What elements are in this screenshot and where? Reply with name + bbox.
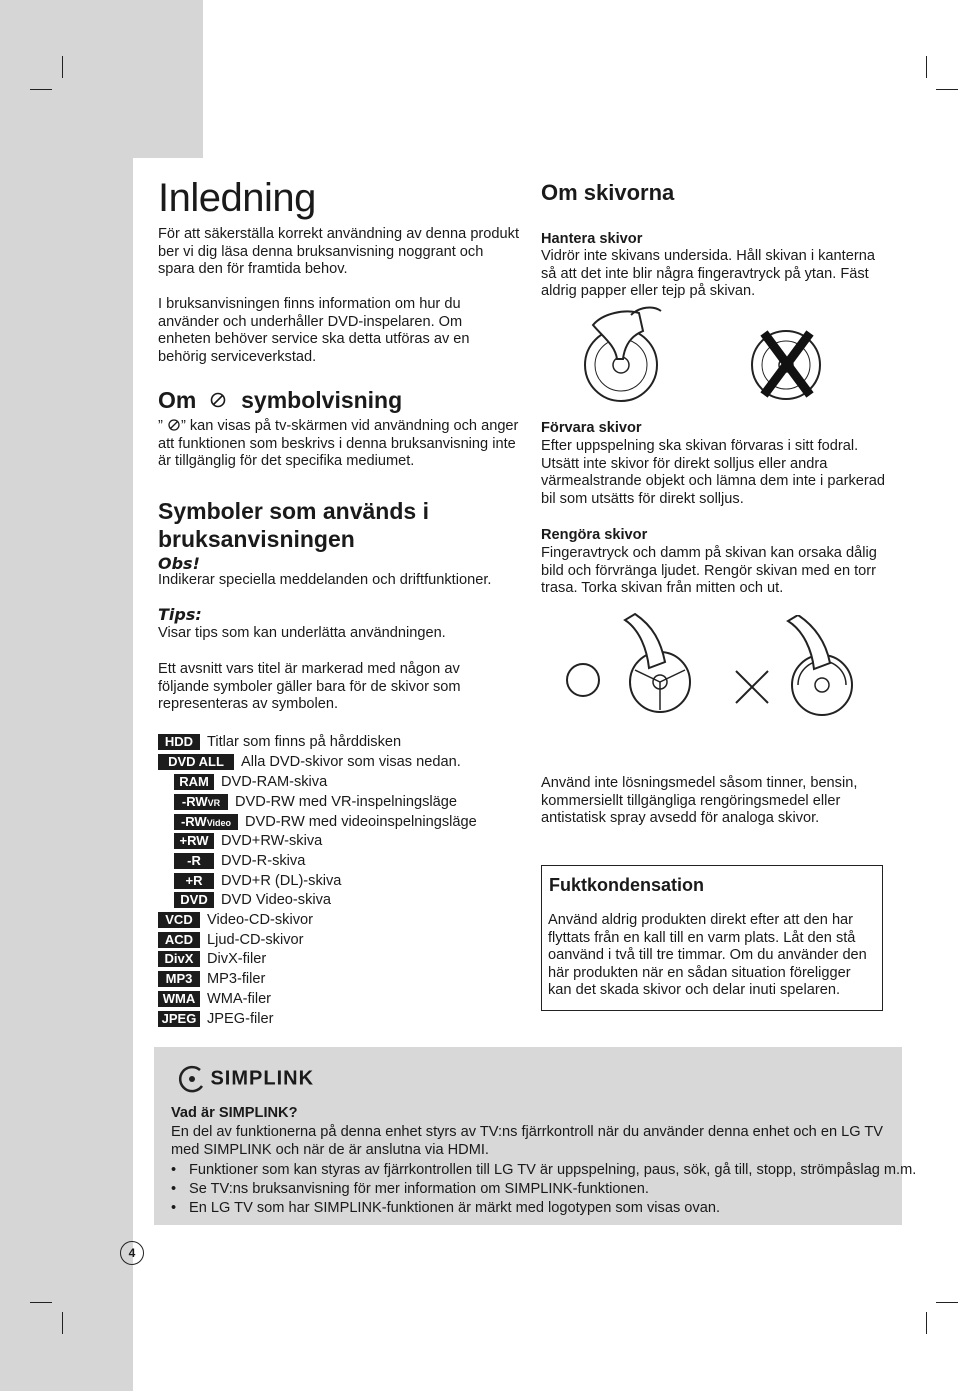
badge-rw-vr: -RWVR: [174, 794, 228, 810]
prohibited-symbol-icon: [209, 391, 227, 409]
page-title: Inledning: [158, 176, 316, 220]
badge-label: DVD-RAM-skiva: [221, 774, 328, 790]
simplink-heading: Vad är SIMPLINK?: [171, 1105, 298, 1121]
simplink-bullet: • En LG TV som har SIMPLINK-funktionen är märkt med logotypen som visas ovan.: [171, 1200, 721, 1216]
crop-mark: [936, 89, 958, 90]
badge-rw-video: -RWVideo: [174, 814, 238, 830]
section-text: Ett avsnitt vars titel är markerad med någon av följande symboler gäller bara för de skivor som representeras av symbolen.: [158, 661, 461, 713]
intro-paragraph-1: För att säkerställa korrekt användning av denna produkt ber vi dig läsa denna bruksanvisning noggrant och spara den för framtida behov.: [158, 226, 519, 278]
handle-text: Vidrör inte skivans undersida. Håll skivan i kanterna så att det inte blir några fingeravtryck på ytan. Fäst aldrig papper eller tejp på skivan.: [541, 248, 875, 300]
badge-divx: DivX: [158, 951, 200, 967]
disc-hold-correct-icon: [573, 303, 673, 403]
clean-heading: Rengöra skivor: [541, 527, 648, 543]
prohibited-symbol-icon: [167, 418, 181, 432]
intro-paragraph-2: I bruksanvisningen finns information om hur du använder och underhåller DVD-inspelaren. Om enheten behöver service ska detta utföras av en behörig serviceverkstad.: [158, 296, 470, 365]
badge-label: DVD-RW med videoinspelningsläge: [245, 814, 477, 830]
symbol-display-text: ” ” kan visas på tv-skärmen vid användning och anger att funktionen som beskrivs i denna bruksanvisning inte är tillgänglig för det specifika mediumet.: [158, 418, 519, 470]
badge-minus-r: -R: [174, 853, 214, 869]
crop-mark: [62, 56, 63, 78]
badge-mp3: MP3: [158, 971, 200, 987]
disc-clean-correct-icon: [565, 610, 705, 720]
badge-label: JPEG-filer: [207, 1011, 274, 1027]
crop-mark: [926, 56, 927, 78]
badge-label: DivX-filer: [207, 951, 267, 967]
solvent-text: Använd inte lösningsmedel såsom tinner, bensin, kommersiellt tillgängliga rengöringsmedel eller antistatisk spray avsedd för analoga skivor.: [541, 775, 858, 827]
badge-ram: RAM: [174, 774, 214, 790]
badge-label: Video-CD-skivor: [207, 912, 313, 928]
badge-label: Alla DVD-skivor som visas nedan.: [241, 754, 461, 770]
badge-label: WMA-filer: [207, 991, 272, 1007]
badge-jpeg: JPEG: [158, 1011, 200, 1027]
store-text: Efter uppspelning ska skivan förvaras i sitt fodral. Utsätt inte skivor för direkt solljus eller andra värmealstrande objekt och lämna dem inte i parkerad bil som utsätts för direkt solljus.: [541, 438, 885, 507]
store-heading: Förvara skivor: [541, 420, 642, 436]
badge-label: DVD+R (DL)-skiva: [221, 873, 342, 889]
badge-dvd-all: DVD ALL: [158, 754, 234, 770]
crop-mark: [30, 1302, 52, 1303]
crop-mark: [936, 1302, 958, 1303]
obs-label: Obs!: [158, 554, 200, 573]
moisture-text: Använd aldrig produkten direkt efter att den har flyttats från en kall till en varm plats. Låt den stå oanvänd i två till tre timmar. Om du använder den här produkten när en sådan situation föreligger kan det skada skivor och delar inuti spelaren.: [548, 912, 867, 999]
badge-label: Ljud-CD-skivor: [207, 932, 304, 948]
badge-wma: WMA: [158, 991, 200, 1007]
badge-label: MP3-filer: [207, 971, 266, 987]
badge-plus-rw: +RW: [174, 833, 214, 849]
badge-hdd: HDD: [158, 734, 200, 750]
badge-label: DVD-RW med VR-inspelningsläge: [235, 794, 457, 810]
badge-label: DVD Video-skiva: [221, 892, 332, 908]
clean-text: Fingeravtryck och damm på skivan kan orsaka dålig bild och förvränga ljudet. Rengör skivan med en torr trasa. Torka skivan från mitten och ut.: [541, 545, 877, 597]
simplink-text: En del av funktionerna på denna enhet styrs av TV:ns fjärrkontroll när du använder denna enhet och en LG TV med SIMPLINK och när de är anslutna via HDMI.: [171, 1124, 884, 1158]
badge-label: DVD-R-skiva: [221, 853, 306, 869]
handle-heading: Hantera skivor: [541, 231, 643, 247]
simplink-bullet: • Se TV:ns bruksanvisning för mer information om SIMPLINK-funktionen.: [171, 1181, 649, 1197]
page-number: 4: [120, 1241, 144, 1265]
badge-plus-r: +R: [174, 873, 214, 889]
badge-dvd: DVD: [174, 892, 214, 908]
simplink-swirl-icon: [178, 1064, 206, 1094]
simplink-bullet: • Funktioner som kan styras av fjärrkontrollen till LG TV är uppspelning, paus, sök, gå till, stopp, strömpåslag m.m.: [171, 1162, 917, 1178]
badge-label: DVD+RW-skiva: [221, 833, 323, 849]
disc-clean-wrong-icon: [730, 615, 870, 720]
tips-text: Visar tips som kan underlätta användningen.: [158, 625, 446, 641]
badge-label: Titlar som finns på hårddisken: [207, 734, 402, 750]
crop-mark: [926, 1312, 927, 1334]
symbols-heading: Symboler som används i bruksanvisningen: [158, 498, 429, 552]
symbol-display-heading: Om symbolvisning: [158, 387, 403, 413]
moisture-heading: Fuktkondensation: [549, 875, 705, 895]
crop-mark: [62, 1312, 63, 1334]
badge-vcd: VCD: [158, 912, 200, 928]
tips-label: Tips:: [158, 605, 202, 624]
badge-acd: ACD: [158, 932, 200, 948]
obs-text: Indikerar speciella meddelanden och driftfunktioner.: [158, 572, 492, 588]
discs-heading: Om skivorna: [541, 180, 675, 205]
disc-hold-wrong-icon: [746, 325, 836, 405]
simplink-logo: SIMPLINK: [178, 1064, 314, 1094]
crop-mark: [30, 89, 52, 90]
